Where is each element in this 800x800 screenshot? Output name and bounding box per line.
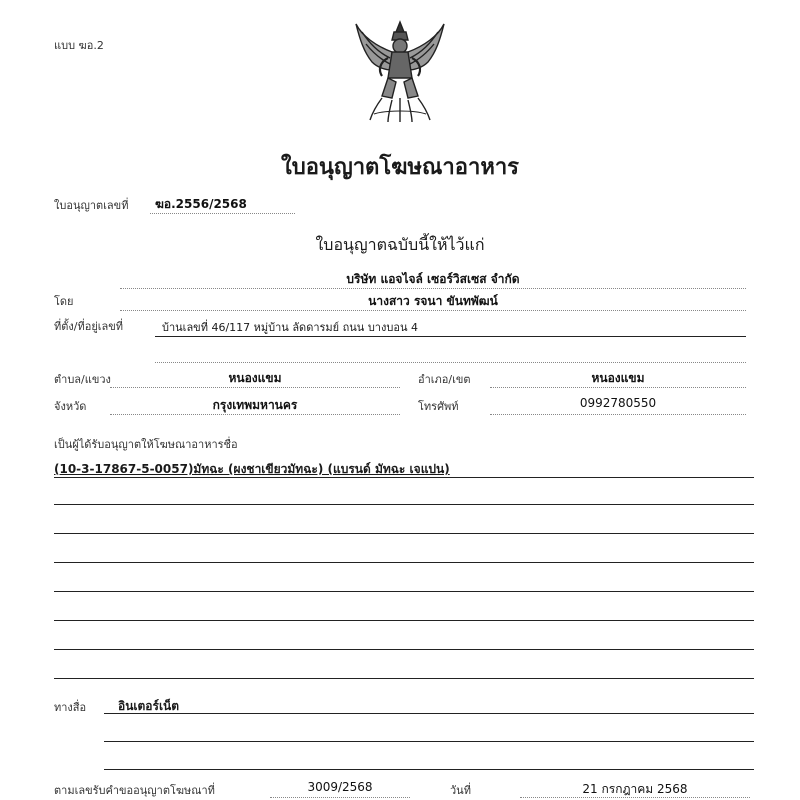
media-line-1: [104, 713, 754, 714]
province-value: กรุงเทพมหานคร: [212, 398, 298, 412]
date-label: วันที่: [450, 784, 471, 797]
food-line-5: [54, 591, 754, 592]
company-line: [120, 288, 746, 289]
address-line: [155, 336, 746, 337]
food-line-7: [54, 649, 754, 650]
request-no-line: [270, 797, 410, 798]
food-line-1: [54, 477, 754, 478]
request-no-label: ตามเลขรับคำขออนุญาตโฆษณาที่: [54, 784, 215, 797]
by-line: [120, 310, 746, 311]
food-line-6: [54, 620, 754, 621]
address-value: บ้านเลขที่ 46/117 หมู่บ้าน ลัดดารมย์ ถนน บางบอน 4: [162, 321, 418, 334]
license-no-line: [150, 213, 295, 214]
food-line-4: [54, 562, 754, 563]
district-label: อำเภอ/เขต: [418, 373, 471, 386]
license-no-value: ฆอ.2556/2568: [155, 197, 247, 211]
subdistrict-value: หนองแขม: [228, 371, 282, 385]
date-value: 21 กรกฎาคม 2568: [582, 782, 688, 796]
district-line: [490, 387, 746, 388]
media-label: ทางสื่อ: [54, 701, 87, 714]
media-line-2: [104, 741, 754, 742]
company-name: บริษัท แอจไจล์ เซอร์วิสเซส จำกัด: [346, 272, 520, 286]
page-title: ใบอนุญาตโฆษณาอาหาร: [281, 155, 519, 180]
food-label: เป็นผู้ได้รับอนุญาตให้โฆษณาอาหารชื่อ: [54, 438, 238, 451]
district-value: หนองแขม: [591, 371, 645, 385]
request-no-value: 3009/2568: [307, 780, 373, 794]
food-line-3: [54, 533, 754, 534]
media-line-3: [104, 769, 754, 770]
media-value: อินเตอร์เน็ต: [118, 699, 180, 713]
subdistrict-label: ตำบล/แขวง: [54, 373, 111, 386]
issued-to-heading: ใบอนุญาตฉบับนี้ให้ไว้แก่: [315, 235, 485, 254]
garuda-emblem-icon: [352, 18, 448, 124]
form-code: แบบ ฆอ.2: [54, 39, 104, 52]
food-name: (10-3-17867-5-0057)มัทฉะ (ผงชาเขียวมัทฉะ) (แบรนด์ มัทฉะ เจแปน): [54, 462, 450, 476]
address-line-2: [155, 362, 746, 363]
province-label: จังหวัด: [54, 400, 87, 413]
address-label: ที่ตั้ง/ที่อยู่เลขที่: [54, 320, 124, 333]
phone-line: [490, 414, 746, 415]
food-line-8: [54, 678, 754, 679]
phone-value: 0992780550: [579, 396, 657, 410]
province-line: [110, 414, 400, 415]
phone-label: โทรศัพท์: [418, 400, 459, 413]
by-value: นางสาว รจนา ขันทพัฒน์: [368, 294, 498, 308]
by-label: โดย: [54, 295, 74, 308]
food-line-2: [54, 504, 754, 505]
date-line: [520, 797, 750, 798]
license-no-label: ใบอนุญาตเลขที่: [54, 199, 129, 212]
subdistrict-line: [110, 387, 400, 388]
